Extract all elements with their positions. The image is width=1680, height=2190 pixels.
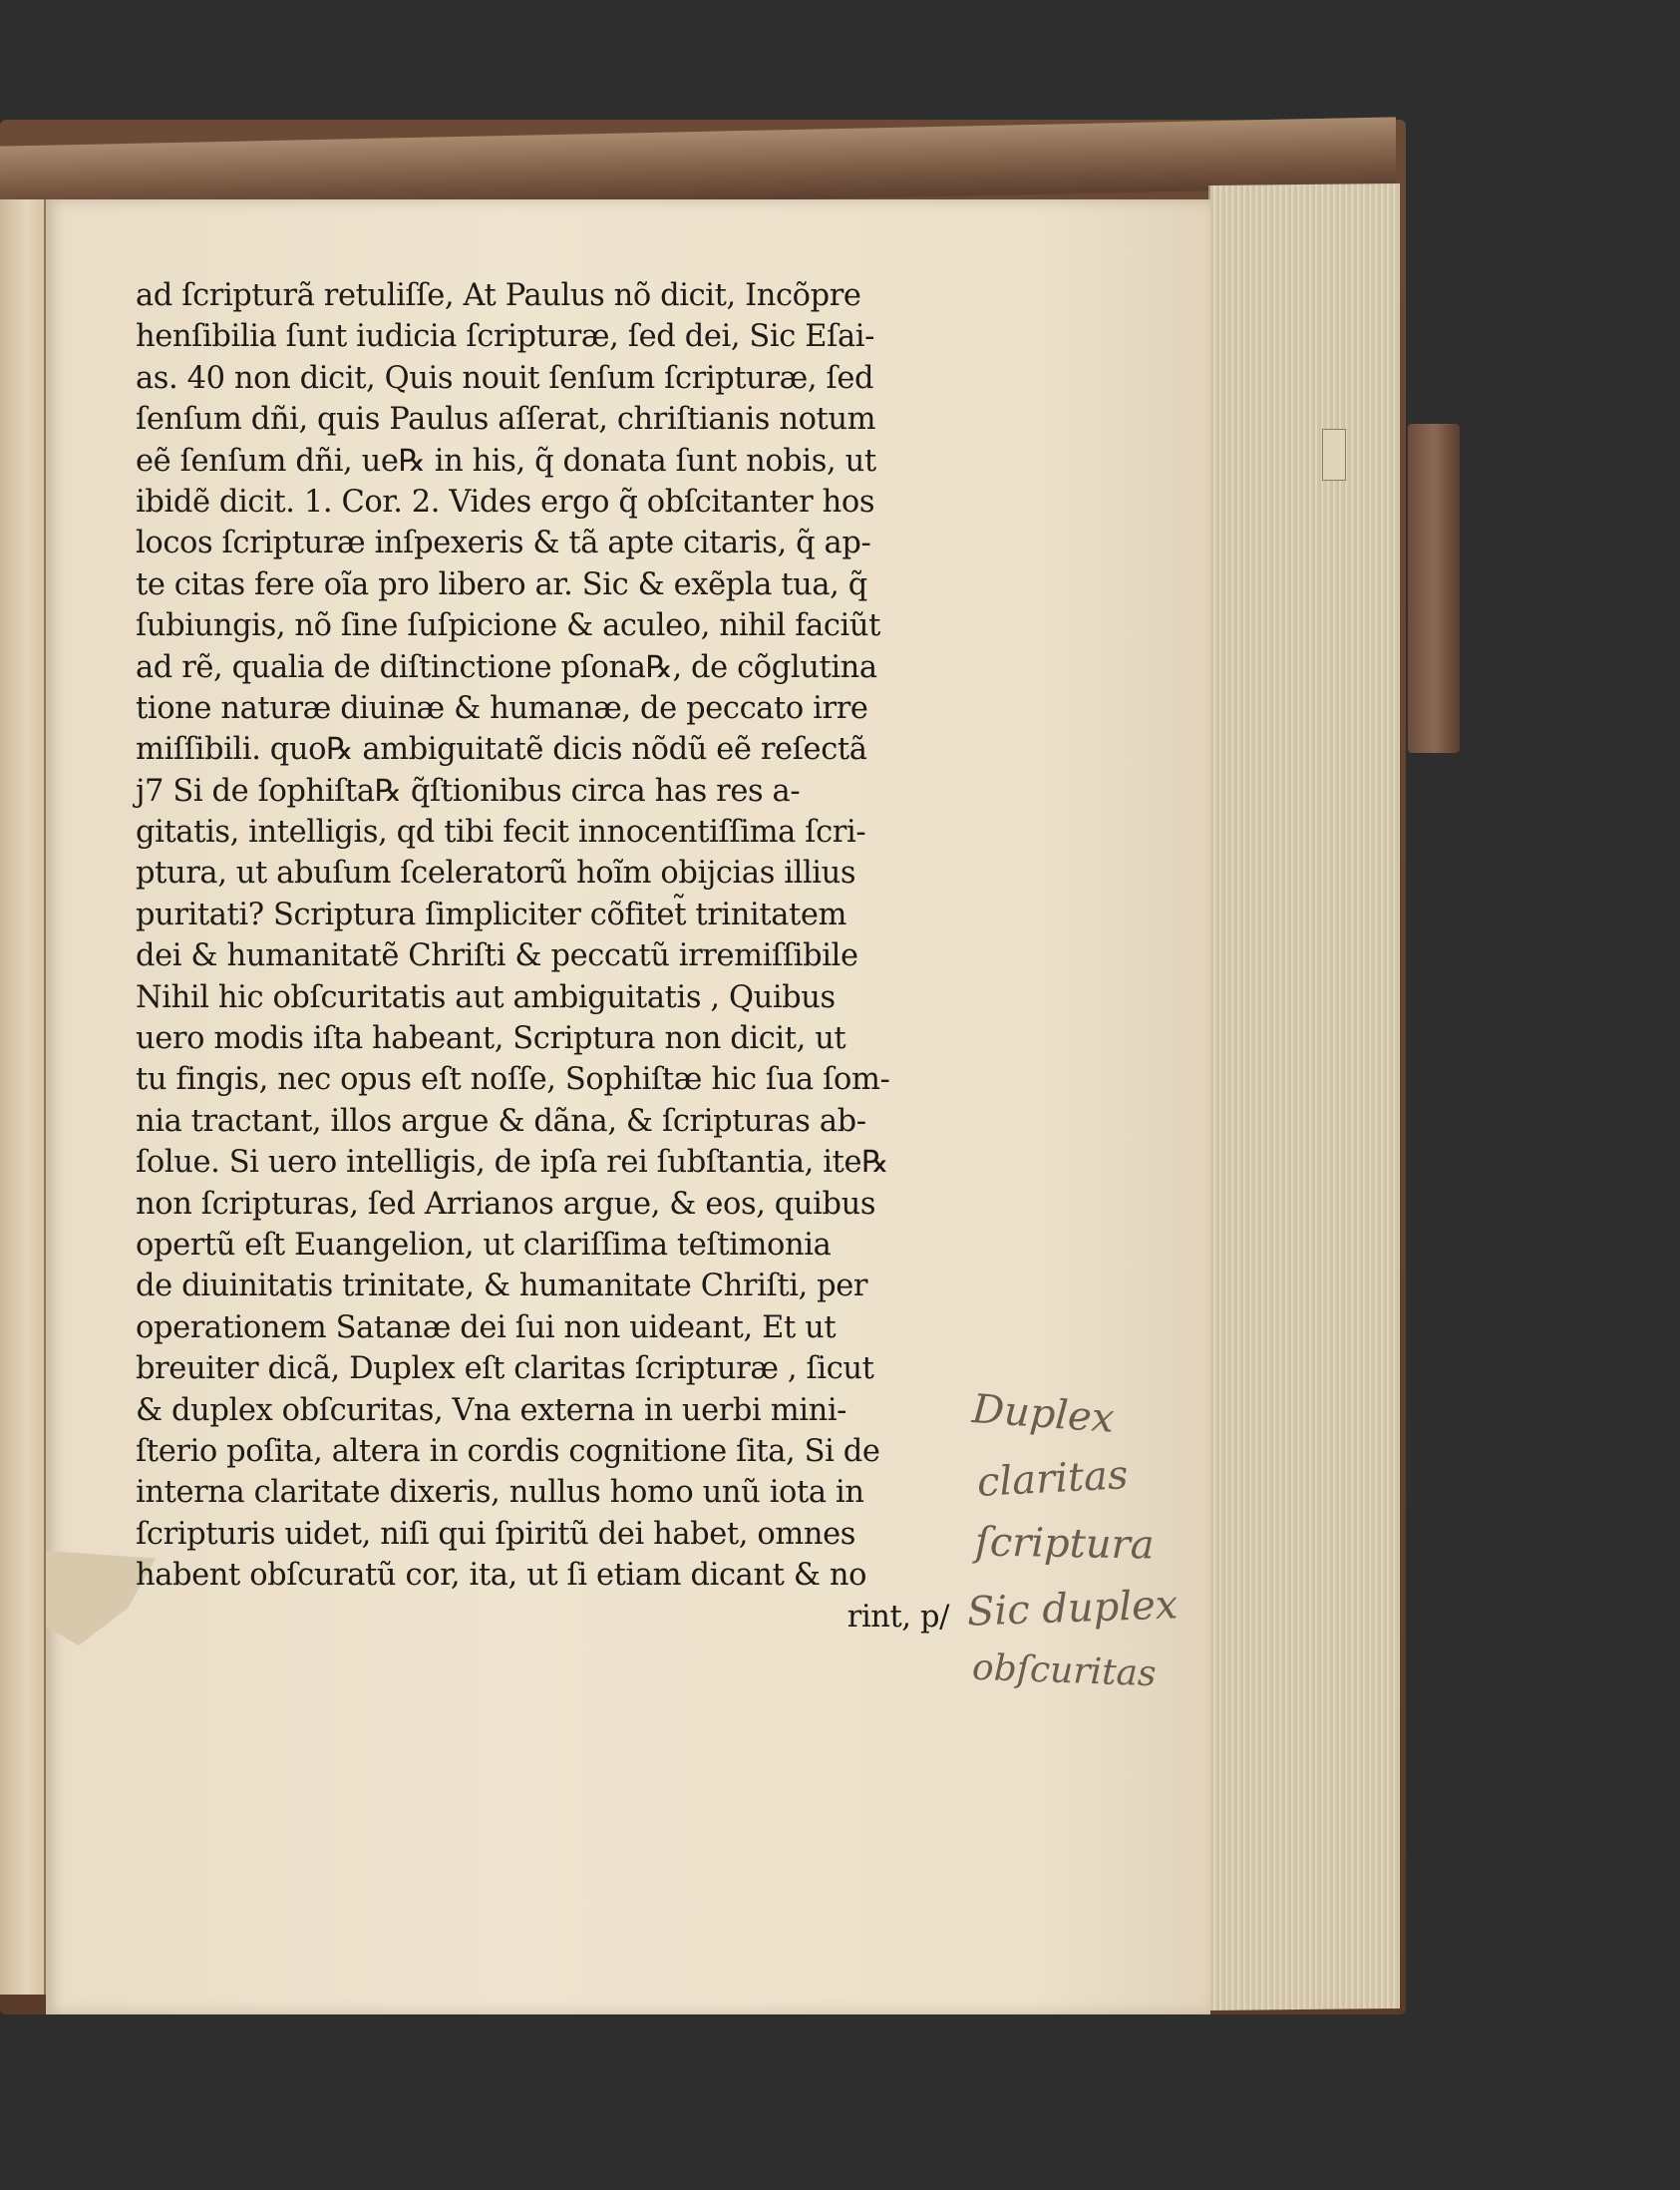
text-line: te citas fere oĩa pro libero ar. Sic & exẽpla tua, q̃ [136,566,867,602]
text-line: opertũ eſt Euangelion, ut clariſſima teſtimonia [136,1227,832,1263]
text-line: uero modis iſta habeant, Scriptura non dicit, ut [136,1021,846,1057]
text-line: tione naturæ diuinæ & humanæ, de peccato irre [136,690,868,726]
printed-text-block [136,275,963,1638]
text-line: henſibilia ſunt iudicia ſcripturæ, ſed dei, Sic Eſai- [136,319,875,355]
margin-note: ſcriptura [974,1519,1155,1569]
text-line: gitatis, intelligis, qd tibi fecit innocentiſſima ſcri- [136,815,866,851]
text-line: ad ſcripturã retuliſſe, At Paulus nõ dicit, Incõpre [136,278,861,313]
margin-note: Sic duplex [966,1582,1179,1636]
text-line: puritati? Scriptura ſimpliciter cõfitet̃ trinitatem [136,897,847,932]
text-line: ptura, ut abuſum ſceleratorũ hoĩm obijcias illius [136,856,856,892]
text-line: nia tractant, illos argue & dãna, & ſcripturas ab- [136,1103,866,1139]
text-line: tu fingis, nec opus eſt noſſe, Sophiſtæ hic ſua ſom- [136,1062,890,1098]
margin-note: claritas [975,1452,1130,1506]
text-line: Nihil hic obſcuritatis aut ambiguitatis , Quibus [136,979,836,1015]
text-line: ibidẽ dicit. 1. Cor. 2. Vides ergo q̃ obſcitanter hos [136,484,875,520]
text-line: operationem Satanæ dei ſui non uideant, Et ut [136,1309,837,1345]
text-line: as. 40 non dicit, Quis nouit ſenſum ſcripturæ, ſed [136,360,874,396]
text-line: miſſibili. quo℞ ambiguitatẽ dicis nõdũ eẽ reſectã [136,732,867,768]
text-line: ſolue. Si uero intelligis, de ipſa rei ſubſtantia, ite℞ [136,1145,889,1181]
verso-page-edge [0,199,46,1995]
text-line: j7 Si de ſophiſta℞ q̃ſtionibus circa has res a- [136,773,801,809]
page-marker-tab [1322,429,1346,481]
text-line: dei & humanitatẽ Chriſti & peccatũ irremiſſibile [136,938,858,974]
text-line: locos ſcripturæ inſpexeris & tã apte citaris, q̃ ap- [136,526,871,561]
text-block-fore-edge [1208,183,1400,2010]
text-line: eẽ ſenſum dñi, ue℞ in his, q̃ donata ſunt nobis, ut [136,443,876,479]
text-line: interna claritate dixeris, nullus homo unũ iota in [136,1475,864,1511]
text-line: ſcripturis uidet, niſi qui ſpiritũ dei habet, omnes [136,1516,855,1552]
text-line: breuiter dicã, Duplex eſt claritas ſcripturæ , ſicut [136,1351,874,1387]
margin-note: Duplex [970,1386,1116,1442]
text-line: ſterio poſita, altera in cordis cognitione ſita, Si de [136,1433,880,1469]
text-line: de diuinitatis trinitate, & humanitate Chriſti, per [136,1269,868,1304]
text-line: rint, p/ [846,1599,949,1635]
text-line: ſubiungis, nõ ſine ſuſpicione & aculeo, nihil faciũt [136,608,881,644]
margin-note: obſcuritas [971,1646,1158,1695]
text-line: habent obſcuratũ cor, ita, ut ſi etiam dicant & no [136,1558,867,1594]
text-line: ad rẽ, qualia de diſtinctione pſona℞, de cõglutina [136,649,877,685]
text-line: & duplex obſcuritas, Vna externa in uerbi mini- [136,1392,847,1428]
text-line: ſenſum dñi, quis Paulus aſſerat, chriſtianis notum [136,402,876,438]
clasp-tab [1408,424,1460,753]
text-line: non ſcripturas, ſed Arrianos argue, & eos, quibus [136,1186,876,1222]
